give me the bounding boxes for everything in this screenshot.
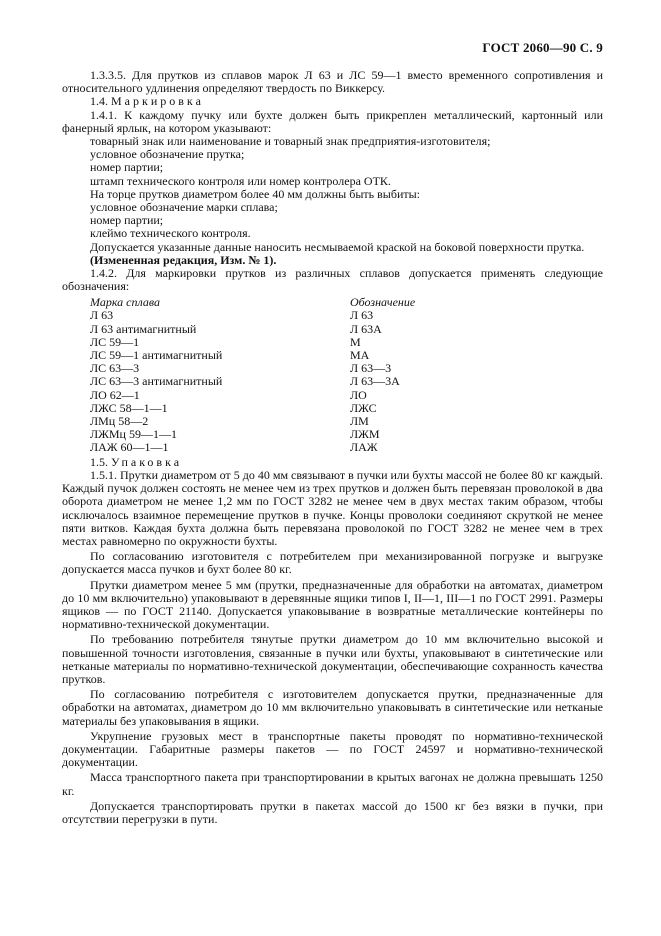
designation-cell: МА <box>350 348 370 363</box>
paragraph-ukrupn: Укрупнение грузовых мест в транспортные пакеты проводят по нормативно-технической документации. Габаритные размеры пакетов — по ГОСТ 24597 и нормативно-технической документации. <box>62 728 603 770</box>
table-row <box>90 441 415 454</box>
alloy-cell: Л 63 антимагнитный <box>90 321 197 336</box>
alloy-cell: ЛМц 58—2 <box>90 414 149 429</box>
paragraph-1-4-2: 1.4.2. Для маркировки прутков из различных сплавов допускается применять следующие обозначения: <box>62 266 603 294</box>
paragraph-dopusk-2: Допускается транспортировать прутки в пакетах массой до 1500 кг без вязки в пучки, при отсутствии перегрузки в пути. <box>62 798 603 826</box>
designation-cell: Л 63А <box>350 321 382 336</box>
paragraph-trebov: По требованию потребителя тянутые прутки диаметром до 10 мм включительно высокой и повышенной точности изготовления, связанные в пучки или бухты, упаковывают в синтетические или нетканые материалы по нормативно-технической документации, обеспечивающие сохранность качества прутков. <box>62 632 603 686</box>
list-item: условное обозначение марки сплава; <box>90 200 278 215</box>
document-body <box>62 69 603 826</box>
table-row <box>90 389 415 402</box>
paragraph-torec: На торце прутков диаметром более 40 мм должны быть выбиты: <box>90 186 421 201</box>
alloy-cell: ЛС 63—3 <box>90 361 140 376</box>
list-item: клеймо технического контроля. <box>90 226 251 241</box>
designation-cell: ЛМ <box>350 414 369 429</box>
designation-cell: М <box>350 334 361 349</box>
paragraph-1-5-1: 1.5.1. Прутки диаметром от 5 до 40 мм связывают в пучки или бухты массой не более 80 кг каждый. Каждый пучок должен состоять не менее чем из трех прутков и должен быть перевязан проволокой в два оборота диаметром не менее 1,2 мм по ГОСТ 3282 не менее чем в двух местах таким образом, чтобы исключалось взаимное перемещение прутков в пучке. Концы проволоки соединяют скруткой не менее пяти витков. Каждая бухта должна быть перевязана проволокой по ГОСТ 3282 не менее чем в трех местах равномерно по окружности бухты. <box>62 467 603 548</box>
paragraph-1-3-3-5: 1.3.3.5. Для прутков из сплавов марок Л 63 и ЛС 59—1 вместо временного сопротивления и относительного удлинения определяют твердость по Виккерсу. <box>62 68 603 96</box>
alloy-cell: ЛС 59—1 антимагнитный <box>90 348 223 363</box>
alloy-cell: ЛАЖ 60—1—1 <box>90 440 169 455</box>
paragraph-5mm: Прутки диаметром менее 5 мм (прутки, предназначенные для обработки на автоматах, диаметром до 10 мм включительно) упаковывают в деревянные ящики типов I, II—1, III—1 по ГОСТ 2991. Размеры ящиков — по ГОСТ 21140. Допускается упаковывание в возвратные металлические контейнеры по нормативно-технической документации. <box>62 577 603 632</box>
list-item: условное обозначение прутка; <box>90 147 245 162</box>
list-item: штамп технического контроля или номер контролера ОТК. <box>90 173 391 188</box>
paragraph-soglas-1: По согласованию изготовителя с потребителем при механизированной погрузке и выгрузке допускается масса пучков и бухт более 80 кг. <box>62 549 603 577</box>
alloy-cell: ЛС 63—3 антимагнитный <box>90 374 223 389</box>
paragraph-1-4-1: 1.4.1. К каждому пучку или бухте должен быть прикреплен металлический, картонный или фанерный ярлык, на котором указывают: <box>62 107 603 135</box>
designation-cell: Л 63—3А <box>350 374 400 389</box>
table-row <box>90 309 415 322</box>
designation-cell: Л 63—3 <box>350 361 392 376</box>
page-header: ГОСТ 2060—90 С. 9 <box>482 40 603 55</box>
alloy-cell: ЛО 62—1 <box>90 387 140 402</box>
table-header-row <box>90 295 415 309</box>
section-heading-marking <box>62 95 603 108</box>
designation-cell: ЛО <box>350 387 367 402</box>
marks-table <box>90 295 415 454</box>
designation-cell: ЛЖС <box>350 400 377 415</box>
section-title-packing: 1.5. Упаковка <box>90 454 183 469</box>
list-item: номер партии; <box>90 160 164 175</box>
alloy-cell: ЛС 59—1 <box>90 334 140 349</box>
amendment-note: (Измененная редакция, Изм. № 1). <box>90 252 277 267</box>
section-heading-packing <box>62 456 603 469</box>
designation-cell: Л 63 <box>350 308 374 323</box>
table-row <box>90 375 415 388</box>
column-header-alloy: Марка сплава <box>90 295 160 310</box>
alloy-cell: ЛЖМц 59—1—1 <box>90 427 177 442</box>
designation-cell: ЛАЖ <box>350 440 378 455</box>
list-item: номер партии; <box>90 213 164 228</box>
designation-cell: ЛЖМ <box>350 427 380 442</box>
alloy-cell: ЛЖС 58—1—1 <box>90 400 168 415</box>
alloy-cell: Л 63 <box>90 308 114 323</box>
section-title-marking: 1.4. Маркировка <box>90 94 204 109</box>
table-row <box>90 323 415 336</box>
column-header-designation: Обозначение <box>350 295 416 310</box>
paragraph-soglas-2: По согласованию потребителя с изготовителем допускается прутки, предназначенные для обработки на автоматах, диаметром до 10 мм включительно упаковывать в синтетические или нетканые материалы без упаковывания в ящики. <box>62 687 603 728</box>
paragraph-dopusk-1: Допускается указанные данные наносить несмываемой краской на боковой поверхности прутка. <box>90 239 585 254</box>
list-item: товарный знак или наименование и товарный знак предприятия-изготовителя; <box>90 134 491 149</box>
paragraph-massa: Масса транспортного пакета при транспортировании в крытых вагонах не должна превышать 1250 кг. <box>62 770 603 798</box>
